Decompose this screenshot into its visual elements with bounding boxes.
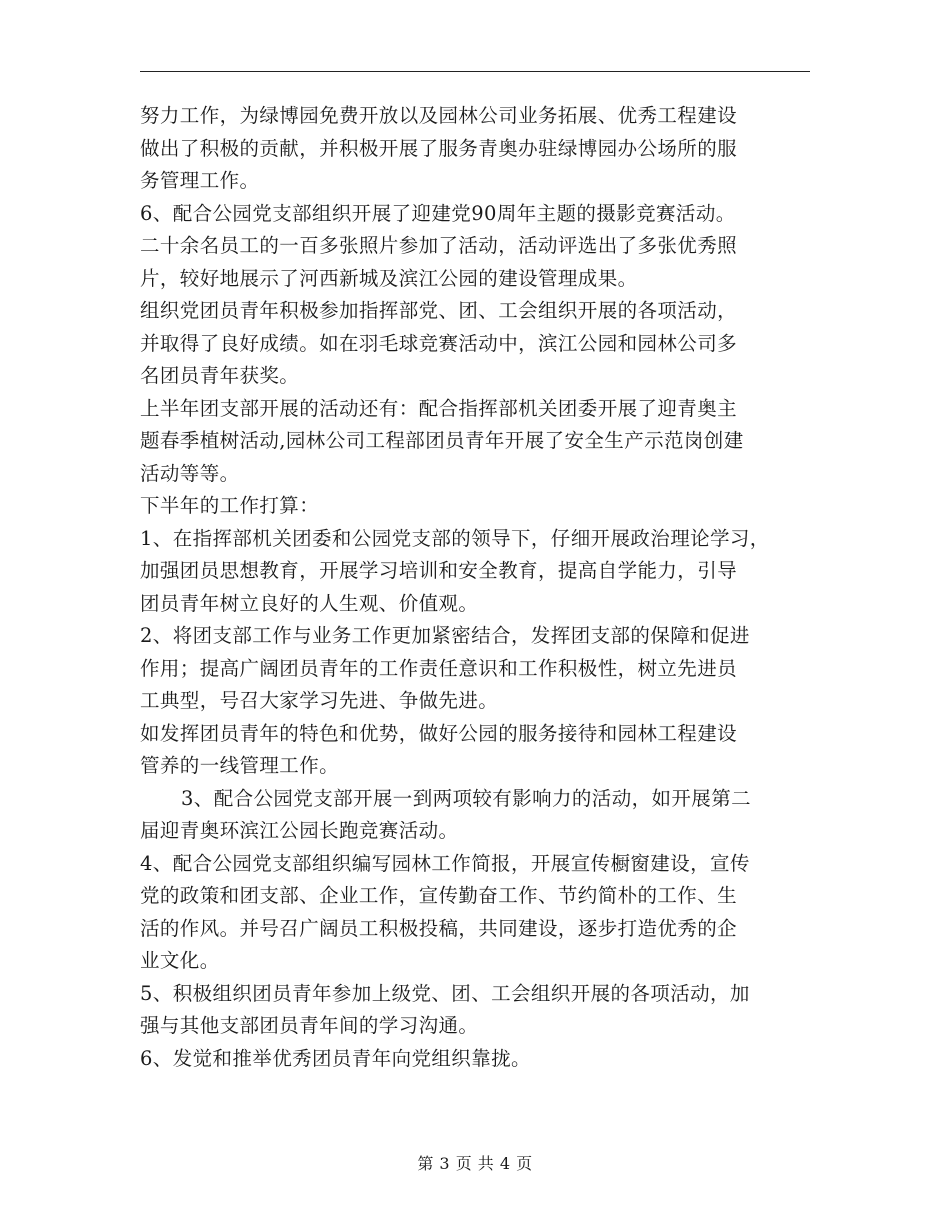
text-line: 如发挥团员青年的特色和优势，做好公园的服务接待和园林工程建设 — [140, 721, 738, 745]
text-line: 作用；提高广阔团员青年的工作责任意识和工作积极性，树立先进员 — [140, 656, 738, 680]
text-line: 二十余名员工的一百多张照片参加了活动，活动评选出了多张优秀照 — [140, 234, 738, 257]
text-line: 工典型，号召大家学习先进、争做先进。 — [140, 689, 499, 712]
text-line: 努力工作，为绿博园免费开放以及园林公司业务拓展、优秀工程建设 — [140, 104, 738, 127]
text-line: 6、发觉和推举优秀团员青年向党组织靠拢。 — [140, 1046, 531, 1070]
text-line: 届迎青奥环滨江公园长跑竞赛活动。 — [140, 819, 459, 842]
text-line: 3、配合公园党支部开展一到两项较有影响力的活动，如开展第二 — [181, 786, 752, 810]
text-line: 5、积极组织团员青年参加上级党、团、工会组织开展的各项活动，加 — [140, 981, 750, 1005]
text-line: 做出了积极的贡献，并积极开展了服务青奥办驻绿博园办公场所的服 — [140, 136, 738, 160]
text-line: 4、配合公园党支部组织编写园林工作简报，开展宣传橱窗建设，宣传 — [140, 851, 750, 875]
text-line: 上半年团支部开展的活动还有：配合指挥部机关团委开展了迎青奥主 — [140, 396, 738, 420]
text-line: 并取得了良好成绩。如在羽毛球竞赛活动中，滨江公园和园林公司多 — [140, 331, 738, 355]
text-line: 2、将团支部工作与业务工作更加紧密结合，发挥团支部的保障和促进 — [140, 624, 750, 647]
text-line: 党的政策和团支部、企业工作，宣传勤奋工作、节约简朴的工作、生 — [140, 884, 738, 907]
text-line: 片，较好地展示了河西新城及滨江公园的建设管理成果。 — [140, 266, 638, 290]
text-line: 题春季植树活动,园林公司工程部团员青年开展了安全生产示范岗创建 — [140, 429, 744, 452]
text-line: 1、在指挥部机关团委和公园党支部的领导下，仔细开展政治理论学习， — [140, 526, 770, 550]
text-line: 活动等等。 — [140, 461, 240, 485]
header-rule — [140, 71, 810, 72]
body-text — [140, 100, 815, 1075]
text-line: 团员青年树立良好的人生观、价值观。 — [140, 591, 479, 615]
page-number-footer: 第 3 页 共 4 页 — [417, 1154, 533, 1173]
text-line: 名团员青年获奖。 — [140, 364, 300, 387]
text-line: 务管理工作。 — [140, 169, 260, 192]
text-line: 组织党团员青年积极参加指挥部党、团、工会组织开展的各项活动， — [140, 299, 738, 322]
text-line: 强与其他支部团员青年间的学习沟通。 — [140, 1014, 479, 1037]
text-line: 活的作风。并号召广阔员工积极投稿，共同建设，逐步打造优秀的企 — [140, 916, 738, 940]
text-line: 管养的一线管理工作。 — [140, 754, 340, 777]
text-line: 加强团员思想教育，开展学习培训和安全教育，提高自学能力，引导 — [140, 559, 738, 582]
section-heading: 下半年的工作打算： — [140, 494, 320, 517]
text-line: 业文化。 — [140, 949, 220, 972]
text-line: 6、配合公园党支部组织开展了迎建党90周年主题的摄影竞赛活动。 — [140, 201, 736, 225]
